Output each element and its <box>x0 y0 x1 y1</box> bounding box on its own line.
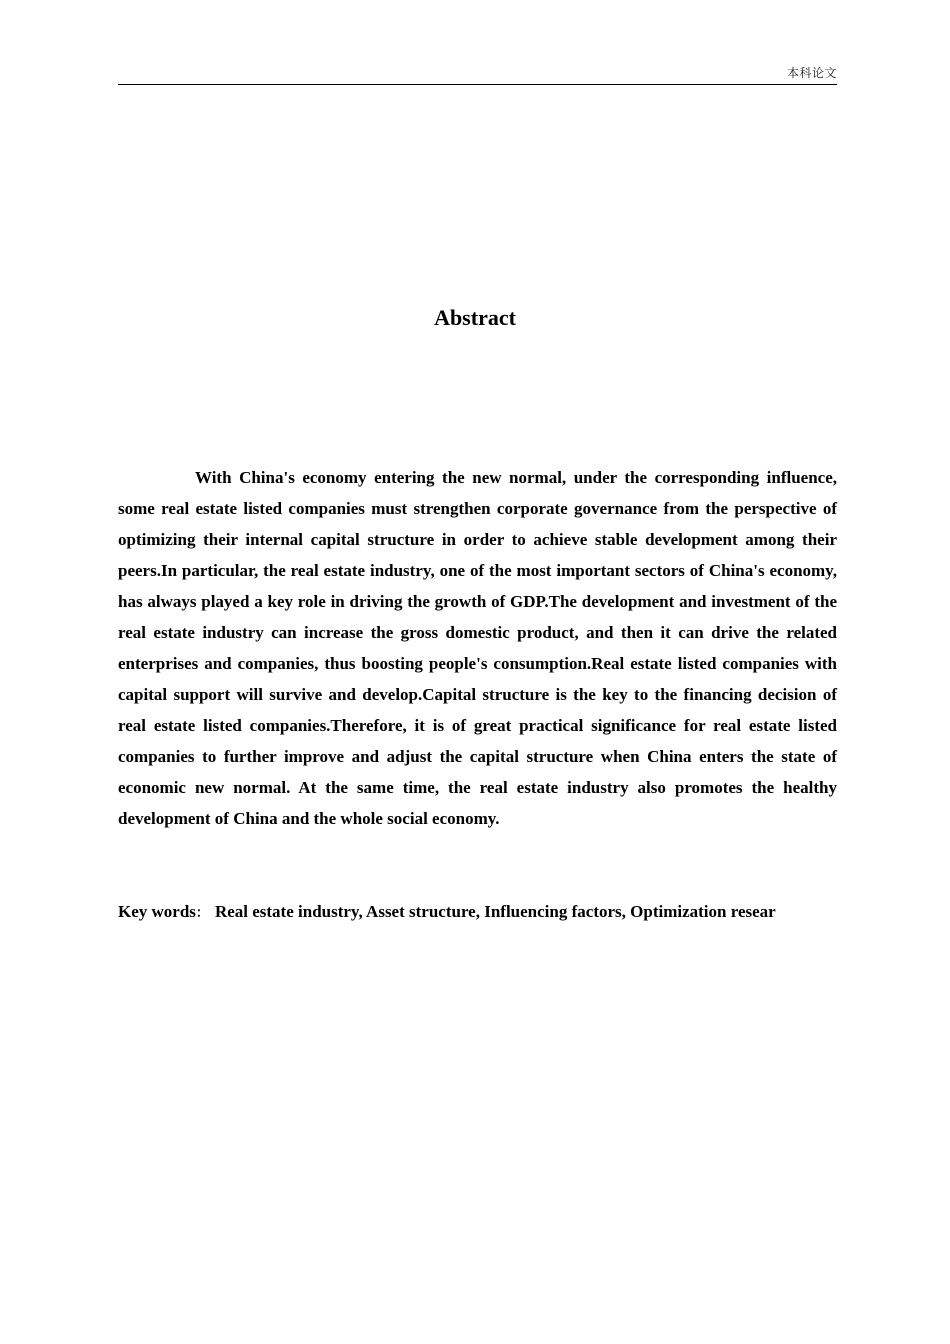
keywords-label: Key words <box>118 902 196 921</box>
keywords-line <box>118 896 837 929</box>
abstract-body: With China's economy entering the new normal, under the corresponding influence, some real estate listed companies must strengthen corporate governance from the perspective of optimizing their internal capital structure in order to achieve stable development among their peers.In particular, the real estate industry, one of the most important sectors of China's economy, has always played a key role in driving the growth of GDP.The development and investment of the real estate industry can increase the gross domestic product, and then it can drive the related enterprises and companies, thus boosting people's consumption.Real estate listed companies with capital support will survive and develop.Capital structure is the key to the financing decision of real estate listed companies.Therefore, it is of great practical significance for real estate listed companies to further improve and adjust the capital structure when China enters the state of economic new normal. At the same time, the real estate industry also promotes the healthy development of China and the whole social economy. <box>118 468 837 828</box>
keywords-separator: ： <box>195 906 209 921</box>
abstract-title: Abstract <box>434 305 516 330</box>
header-label: 本科论文 <box>786 66 837 80</box>
page-header <box>118 64 837 85</box>
keywords-text: Real estate industry, Asset structure, Influencing factors, Optimization resear <box>214 902 776 921</box>
